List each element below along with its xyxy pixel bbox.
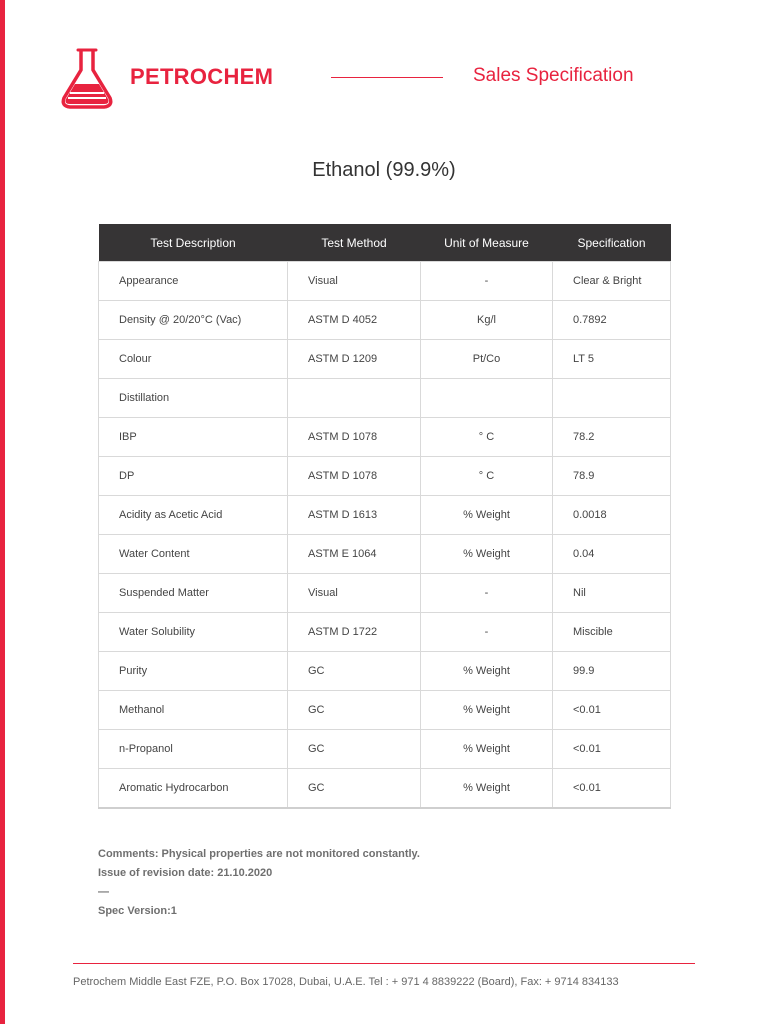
unit-of-measure-cell: % Weight — [421, 691, 553, 730]
unit-of-measure-cell: % Weight — [421, 535, 553, 574]
specification-cell — [553, 379, 671, 418]
unit-of-measure-cell: - — [421, 262, 553, 301]
test-method-cell: ASTM E 1064 — [288, 535, 421, 574]
test-method-cell: Visual — [288, 574, 421, 613]
specification-cell: 99.9 — [553, 652, 671, 691]
footer-contact: Petrochem Middle East FZE, P.O. Box 17028, Dubai, U.A.E. Tel : + 971 4 8839222 (Board), Fax: + 9714 834133 — [73, 976, 619, 988]
test-description-cell: Water Solubility — [99, 613, 288, 652]
column-header-test-method: Test Method — [288, 224, 421, 262]
table-row — [99, 340, 671, 379]
test-method-cell: GC — [288, 769, 421, 809]
test-method-cell: ASTM D 1078 — [288, 418, 421, 457]
test-method-cell: GC — [288, 691, 421, 730]
notes-block — [98, 845, 420, 921]
test-method-cell: ASTM D 1209 — [288, 340, 421, 379]
test-method-cell: ASTM D 1613 — [288, 496, 421, 535]
specification-cell: 0.04 — [553, 535, 671, 574]
table-row — [99, 496, 671, 535]
header-divider — [331, 77, 443, 78]
table-row — [99, 769, 671, 809]
test-description-cell: Suspended Matter — [99, 574, 288, 613]
test-method-cell — [288, 379, 421, 418]
table-row — [99, 652, 671, 691]
table-row — [99, 613, 671, 652]
table-row — [99, 730, 671, 769]
specification-cell: <0.01 — [553, 691, 671, 730]
test-method-cell: GC — [288, 652, 421, 691]
table-row — [99, 535, 671, 574]
table-row — [99, 262, 671, 301]
unit-of-measure-cell: - — [421, 613, 553, 652]
test-description-cell: Purity — [99, 652, 288, 691]
specification-cell: 78.2 — [553, 418, 671, 457]
test-description-cell: Water Content — [99, 535, 288, 574]
specification-cell: <0.01 — [553, 769, 671, 809]
table-row — [99, 691, 671, 730]
table-row — [99, 301, 671, 340]
unit-of-measure-cell: % Weight — [421, 652, 553, 691]
specification-cell: 0.7892 — [553, 301, 671, 340]
footer-divider — [73, 963, 695, 964]
specification-cell: Clear & Bright — [553, 262, 671, 301]
unit-of-measure-cell — [421, 379, 553, 418]
unit-of-measure-cell: - — [421, 574, 553, 613]
table-row — [99, 418, 671, 457]
column-header-specification: Specification — [553, 224, 671, 262]
specification-cell: Miscible — [553, 613, 671, 652]
unit-of-measure-cell: % Weight — [421, 730, 553, 769]
test-description-cell: Colour — [99, 340, 288, 379]
test-description-cell: n-Propanol — [99, 730, 288, 769]
comments-note: Comments: Physical properties are not monitored constantly. — [98, 848, 420, 860]
specification-cell: Nil — [553, 574, 671, 613]
test-method-cell: GC — [288, 730, 421, 769]
column-header-test-description: Test Description — [99, 224, 288, 262]
test-method-cell: ASTM D 1722 — [288, 613, 421, 652]
test-description-cell: DP — [99, 457, 288, 496]
specification-cell: 78.9 — [553, 457, 671, 496]
test-method-cell: ASTM D 4052 — [288, 301, 421, 340]
unit-of-measure-cell: ° C — [421, 457, 553, 496]
column-header-unit-of-measure: Unit of Measure — [421, 224, 553, 262]
unit-of-measure-cell: ° C — [421, 418, 553, 457]
table-row — [99, 574, 671, 613]
unit-of-measure-cell: % Weight — [421, 769, 553, 809]
test-description-cell: Acidity as Acetic Acid — [99, 496, 288, 535]
test-method-cell: ASTM D 1078 — [288, 457, 421, 496]
table-header-row — [99, 224, 671, 262]
flask-logo-icon — [58, 46, 116, 110]
product-title: Ethanol (99.9%) — [312, 159, 456, 181]
specification-cell: LT 5 — [553, 340, 671, 379]
test-description-cell: Distillation — [99, 379, 288, 418]
test-method-cell: Visual — [288, 262, 421, 301]
test-description-cell: IBP — [99, 418, 288, 457]
brand-name: PETROCHEM — [130, 64, 274, 89]
test-description-cell: Aromatic Hydrocarbon — [99, 769, 288, 809]
specification-cell: 0.0018 — [553, 496, 671, 535]
table-row — [99, 457, 671, 496]
specification-cell: <0.01 — [553, 730, 671, 769]
revision-date-note: Issue of revision date: 21.10.2020 — [98, 867, 273, 879]
table-row — [99, 379, 671, 418]
notes-separator: — — [98, 886, 109, 898]
unit-of-measure-cell: Kg/l — [421, 301, 553, 340]
unit-of-measure-cell: Pt/Co — [421, 340, 553, 379]
specification-table — [98, 224, 671, 809]
test-description-cell: Appearance — [99, 262, 288, 301]
test-description-cell: Methanol — [99, 691, 288, 730]
test-description-cell: Density @ 20/20°C (Vac) — [99, 301, 288, 340]
spec-version-note: Spec Version:1 — [98, 905, 177, 917]
document-type: Sales Specification — [473, 65, 634, 86]
left-accent-bar — [0, 0, 5, 1024]
unit-of-measure-cell: % Weight — [421, 496, 553, 535]
